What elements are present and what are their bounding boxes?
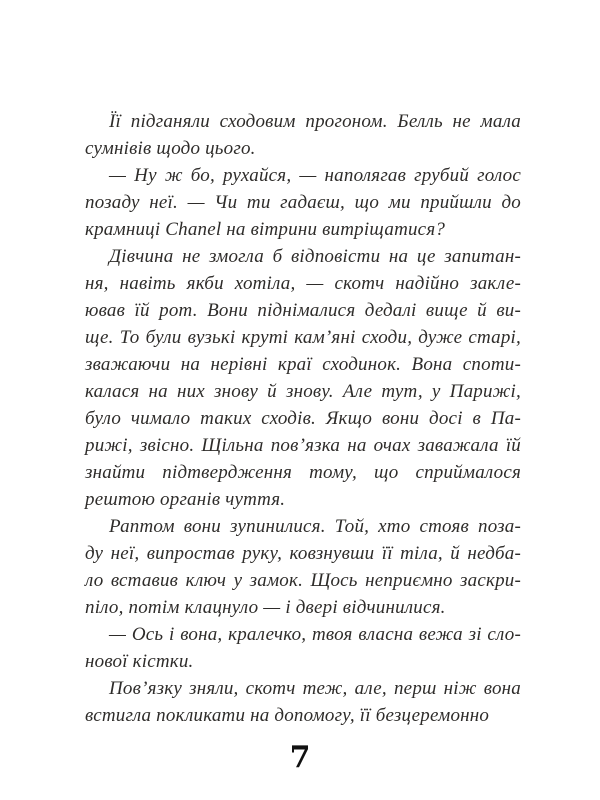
paragraph — [85, 243, 521, 513]
text-line: рештою органів чуття. — [85, 489, 286, 510]
text-line: ював їй рот. Вони піднімалися дедалі вище й ви- — [85, 300, 521, 321]
text-line: Раптом вони зупинилися. Той, хто стояв поза- — [109, 516, 521, 537]
paragraph — [85, 675, 521, 729]
text-line: калася на них знову й знову. Але тут, у Парижі, — [85, 381, 521, 402]
text-line: ще. То були вузькі круті кам’яні сходи, дуже старі, — [85, 327, 521, 348]
text-line: позаду неї. — Чи ти гадаєш, що ми прийшли до — [85, 192, 521, 213]
text-line: — Ось і вона, кралечко, твоя власна вежа зі сло- — [109, 624, 521, 645]
text-line: ло вставив ключ у замок. Щось неприємно заскри- — [85, 570, 521, 591]
paragraph — [85, 108, 521, 162]
page-number: 7 — [289, 740, 311, 775]
text-line: — Ну ж бо, рухайся, — наполягав грубий голос — [109, 165, 521, 186]
text-line: було чимало таких сходів. Якщо вони досі в Па- — [85, 408, 521, 429]
text-line: ня, навіть якби хотіла, — скотч надійно закле- — [85, 273, 521, 294]
text-line: встигла покликати на допомогу, її безцеремонно — [85, 705, 490, 726]
text-line: рижі, звісно. Щільна пов’язка на очах заважала їй — [85, 435, 521, 456]
paragraph — [85, 621, 521, 675]
text-line: піло, потім клацнуло — і двері відчинилися. — [85, 597, 446, 618]
text-block — [85, 108, 521, 729]
text-line: знайти підтвердження тому, що сприймалося — [85, 462, 521, 483]
text-line: Її підганяли сходовим прогоном. Белль не мала — [109, 111, 521, 132]
text-line: Пов’язку зняли, скотч теж, але, перш ніж вона — [109, 678, 521, 699]
text-line: Дівчина не змогла б відповісти на це запитан- — [109, 246, 521, 267]
paragraph — [85, 513, 521, 621]
text-line: крамниці Chanel на вітрини витріщатися? — [85, 219, 446, 240]
paragraph — [85, 162, 521, 243]
text-line: нової кістки. — [85, 651, 194, 672]
text-line: сумнівів щодо цього. — [85, 138, 256, 159]
text-line: зважаючи на нерівні краї сходинок. Вона споти- — [85, 354, 521, 375]
text-line: ду неї, випростав руку, ковзнувши її тіла, й недба- — [85, 543, 521, 564]
